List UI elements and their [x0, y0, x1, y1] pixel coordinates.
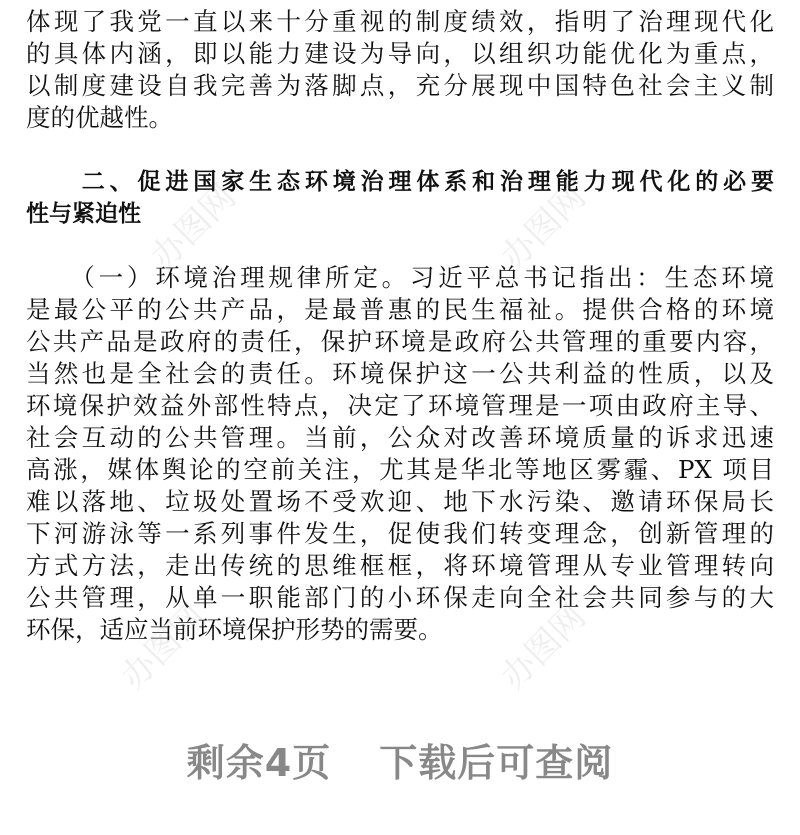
paragraph-line: 下河游泳等一系列事件发生，促使我们转变理念，创新管理的 [26, 519, 774, 548]
body-line: 体现了我党一直以来十分重视的制度绩效，指明了治理现代化 [26, 7, 774, 36]
paragraph-line: 是最公平的公共产品，是最普惠的民生福祉。提供合格的环境 [26, 295, 774, 324]
paragraph-line: （一）环境治理规律所定。习近平总书记指出：生态环境 [26, 263, 774, 292]
watermark-logo: 办图网 [493, 176, 594, 278]
paragraph-line: 环境保护效益外部性特点，决定了环境管理是一项由政府主导、 [26, 391, 774, 420]
watermark-logo: 办图网 [113, 596, 214, 698]
paragraph-line: 公共管理，从单一职能部门的小环保走向全社会共同参与的大 [26, 583, 774, 612]
download-banner[interactable] [0, 732, 800, 787]
paragraph-line: 高涨，媒体舆论的空前关注，尤其是华北等地区雾霾、PX 项目 [26, 455, 774, 484]
body-line: 度的优越性。 [26, 103, 173, 132]
paragraph-line: 难以落地、垃圾处置场不受欢迎、地下水污染、邀请环保局长 [26, 487, 774, 516]
section-heading-line: 性与紧迫性 [26, 201, 141, 227]
watermark-logo: 办图网 [493, 596, 594, 698]
download-hint-label[interactable]: 下载后可查阅 [379, 741, 614, 785]
watermark-logo: 办图网 [143, 176, 244, 278]
section-heading-line: 二、促进国家生态环境治理体系和治理能力现代化的必要 [26, 169, 774, 195]
paragraph-line: 社会互动的公共管理。当前，公众对改善环境质量的诉求迅速 [26, 423, 774, 452]
body-line: 以制度建设自我完善为落脚点，充分展现中国特色社会主义制 [26, 71, 774, 100]
paragraph-line: 当然也是全社会的责任。环境保护这一公共利益的性质，以及 [26, 359, 774, 388]
body-line: 的具体内涵，即以能力建设为导向，以组织功能优化为重点， [26, 39, 774, 68]
remaining-pages-label[interactable]: 剩余4页 [186, 741, 332, 785]
paragraph-line: 方式方法，走出传统的思维框框，将环境管理从专业管理转向 [26, 551, 774, 580]
paragraph-line: 环保，适应当前环境保护形势的需要。 [26, 615, 443, 644]
paragraph-line: 公共产品是政府的责任，保护环境是政府公共管理的重要内容， [26, 327, 774, 356]
